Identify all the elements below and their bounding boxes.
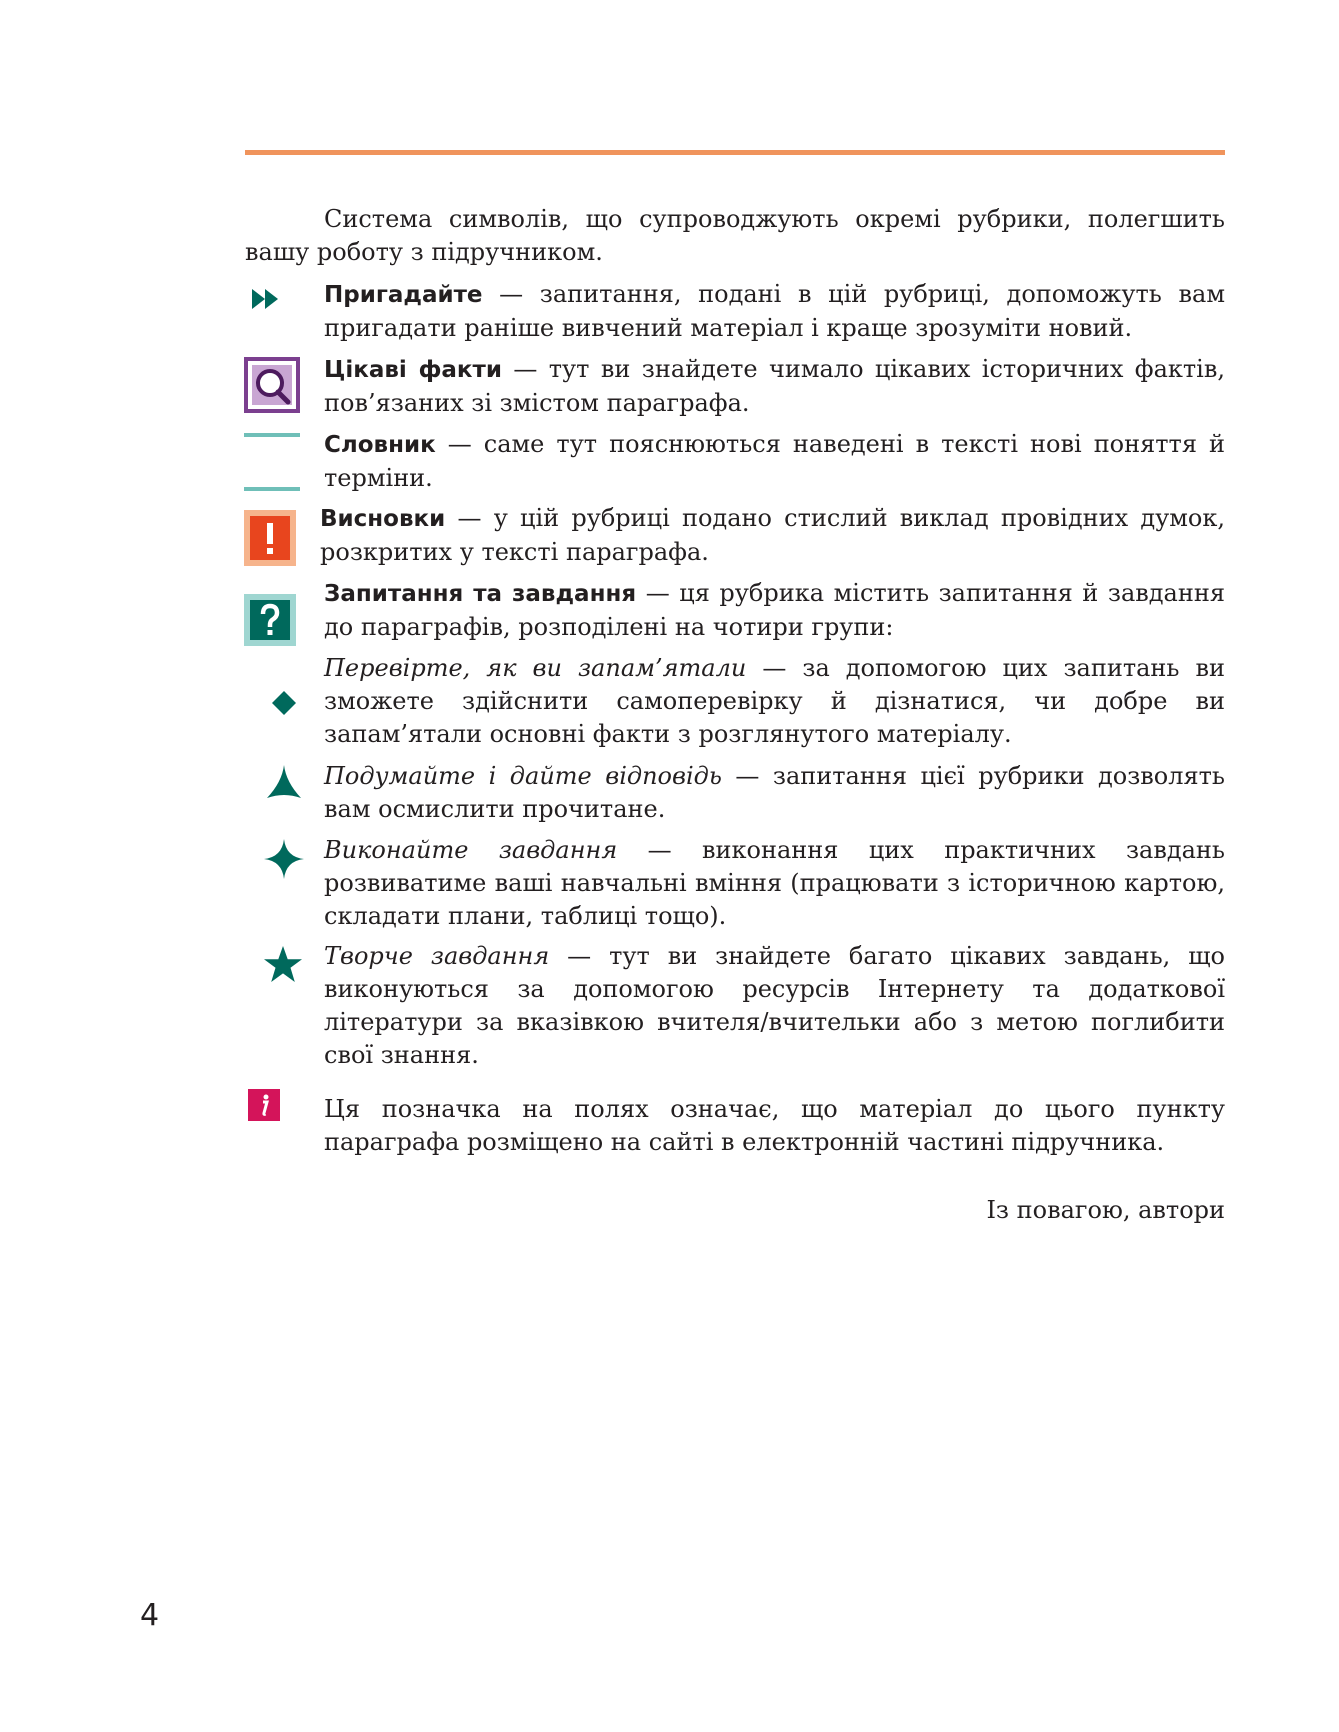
rubric-glossary-text: — саме тут пояснюються наведені в тексті нові поняття й терміни. <box>324 430 1225 492</box>
rubric-glossary <box>324 428 1225 495</box>
group-task-text: — виконання цих практичних завдань розвиватиме ваші навчальні вміння (працювати з історичною картою, складати плани, таблиці тощо). <box>324 836 1225 930</box>
top-rule <box>245 150 1225 155</box>
group-think-title: Подумайте і дайте відповідь <box>324 762 722 790</box>
intro-paragraph: Система символів, що супроводжують окремі рубрики, полегшить вашу роботу з підручником. <box>245 205 1225 266</box>
group-creative-text: — тут ви знайдете багато цікавих завдань, що виконуються за допомогою ресурсів Інтернету та додаткової літератури за вказівкою вчителя/вчительки або з метою поглибити свої знання. <box>324 942 1225 1069</box>
rubric-glossary-title: Словник <box>324 432 436 458</box>
five-point-star-icon <box>263 945 303 985</box>
group-task <box>324 834 1225 933</box>
page-number: 4 <box>140 1598 160 1633</box>
four-point-star-icon <box>263 838 305 880</box>
rubric-questions-title: Запитання та завдання <box>324 581 637 607</box>
rubric-conclusions <box>320 502 1225 569</box>
info-icon <box>248 1089 280 1121</box>
rubric-conclusions-title: Висновки <box>320 506 446 532</box>
group-check <box>324 652 1225 751</box>
group-task-title: Виконайте завдання <box>324 836 618 864</box>
three-point-star-icon <box>266 764 302 800</box>
group-check-title: Перевірте, як ви запам’ятали <box>324 654 747 682</box>
info-note: Ця позначка на полях означає, що матеріал до цього пункту параграфа розміщено на сайті в електронній частині підручника. <box>324 1095 1225 1156</box>
magnifier-icon <box>244 357 300 413</box>
rubric-remember-text: — запитання, подані в цій рубриці, допоможуть вам пригадати раніше вивчений матеріал і краще зрозуміти новий. <box>324 280 1225 342</box>
double-play-icon <box>252 288 280 310</box>
diamond-icon <box>271 690 297 716</box>
rubric-facts-text: — тут ви знайдете чимало цікавих історичних фактів, пов’язаних зі змістом параграфа. <box>324 355 1225 417</box>
question-icon <box>244 594 296 646</box>
group-think <box>324 760 1225 826</box>
glossary-lines-icon <box>244 433 300 493</box>
group-creative <box>324 940 1225 1072</box>
rubric-facts <box>324 353 1225 420</box>
group-creative-title: Творче завдання <box>324 942 550 970</box>
rubric-facts-title: Цікаві факти <box>324 357 502 383</box>
group-check-text: — за допомогою цих запитань ви зможете здійснити самоперевірку й дізнатися, чи добре ви запам’ятали основні факти з розглянутого матеріалу. <box>324 654 1226 748</box>
rubric-remember-title: Пригадайте <box>324 282 483 308</box>
rubric-questions-text: — ця рубрика містить запитання й завдання до параграфів, розподілені на чотири групи: <box>324 579 1225 641</box>
group-think-text: — запитання цієї рубрики дозволять вам осмислити прочитане. <box>324 762 1225 823</box>
rubric-conclusions-text: — у цій рубриці подано стислий виклад провідних думок, розкритих у тексті параграфа. <box>320 504 1225 566</box>
rubric-remember <box>324 278 1225 345</box>
rubric-questions <box>324 577 1225 644</box>
exclamation-icon <box>244 510 296 566</box>
signature: Із повагою, автори <box>986 1196 1225 1224</box>
